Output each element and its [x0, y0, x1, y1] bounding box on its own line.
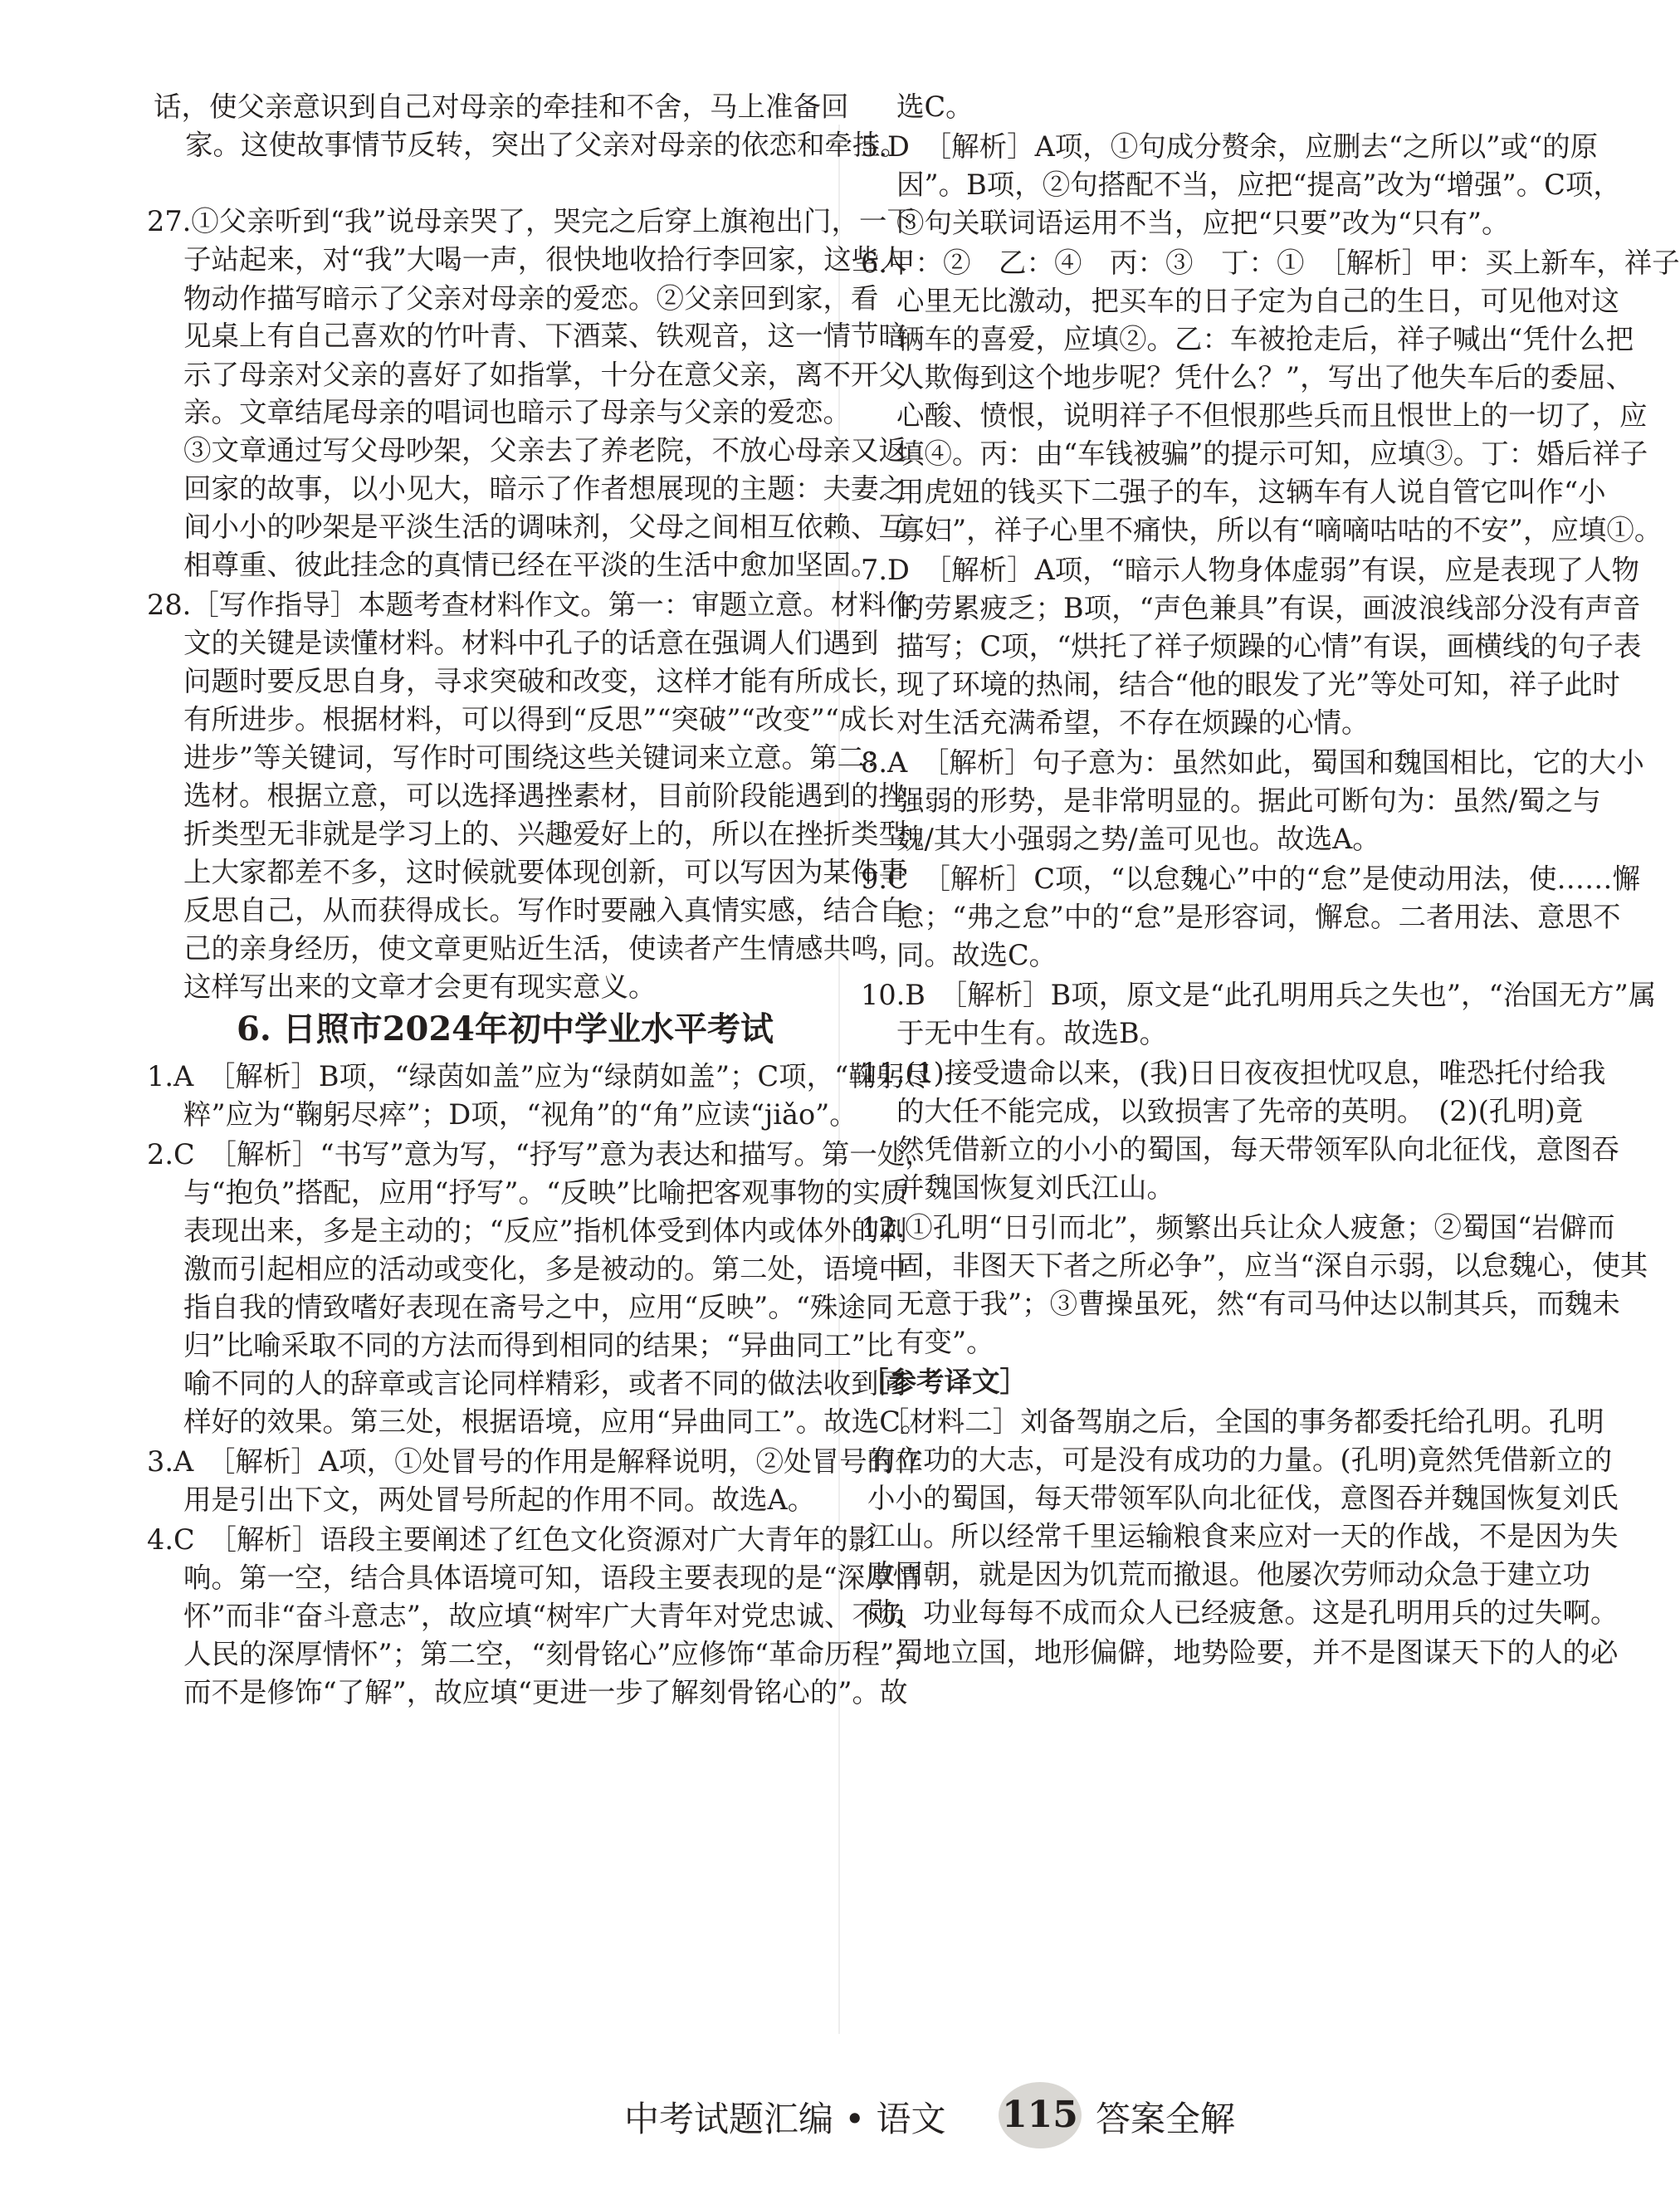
text-line: 6.甲：② 乙：④ 丙：③ 丁：① ［解析］甲：买上新车，祥子: [861, 247, 1680, 279]
text-line: 因”。B项，②句搭配不当，应把“提高”改为“增强”。C项，: [896, 169, 1621, 201]
text-line: 27.①父亲听到“我”说母亲哭了，哭完之后穿上旗袍出门，一下: [147, 205, 916, 237]
text-line: 反思自己，从而获得成长。写作时要融入真情实感，结合自: [183, 894, 906, 926]
text-line: 然凭借新立的小小的蜀国，每天带领军队向北征伐，意图吞: [896, 1133, 1619, 1166]
text-line: 8.A ［解析］句子意为：虽然如此，蜀国和魏国相比，它的大小: [861, 746, 1644, 779]
text-line: ③文章通过写父母吵架，父亲去了养老院，不放心母亲又返: [183, 434, 906, 467]
text-line: 心酸、愤恨，说明祥子不但恨那些兵而且恨世上的一切了，应: [896, 399, 1648, 432]
text-line: 样好的效果。第三处，根据语境，应用“异曲同工”。故选C。: [183, 1405, 929, 1438]
text-line: 于无中生有。故选B。: [896, 1017, 1168, 1049]
text-line: 蜀地立国，地形偏僻，地势险要，并不是图谋天下的人的必: [867, 1636, 1619, 1669]
text-line: 1.A ［解析］B项，“绿茵如盖”应为“绿荫如盖”；C项，“鞠躬尽: [147, 1060, 932, 1092]
text-line: 己的亲身经历，使文章更贴近生活，使读者产生情感共鸣，: [183, 932, 906, 965]
text-line: 小小的蜀国，每天带领军队向北征伐，意图吞并魏国恢复刘氏: [867, 1482, 1619, 1514]
text-line: 人欺侮到这个地步呢？凭什么？”，写出了他失车后的委屈、: [896, 361, 1634, 393]
text-line: 家。这使故事情节反转，突出了父亲对母亲的依恋和牵挂。: [185, 129, 908, 161]
translation-label: ［参考译文］: [861, 1366, 1028, 1398]
text-line: 上大家都差不多，这时候就要体现创新，可以写因为某件事: [183, 856, 906, 888]
text-line: 响。第一空，结合具体语境可知，语段主要表现的是“深厚情: [183, 1562, 921, 1594]
text-line: 有所进步。根据材料，可以得到“反思”“突破”“改变”“成长: [183, 703, 895, 736]
text-line: 示了母亲对父亲的喜好了如指掌，十分在意父亲，离不开父: [183, 359, 906, 391]
text-line: 选C。: [896, 90, 974, 123]
text-line: 间小小的吵架是平淡生活的调味剂，父母之间相互依赖、互: [183, 511, 906, 543]
text-line: 12.①孔明“日引而北”，频繁出兵让众人疲惫；②蜀国“岩僻而: [861, 1211, 1615, 1244]
text-line: 指自我的情致嗜好表现在斋号之中，应用“反映”。“殊途同: [183, 1291, 894, 1323]
text-line: 5.D ［解析］A项，①句成分赘余，应删去“之所以”或“的原: [861, 130, 1599, 163]
text-line: 物动作描写暗示了父亲对母亲的爱恋。②父亲回到家，看: [183, 282, 879, 315]
text-line: 用虎妞的钱买下二强子的车，这辆车有人说自管它叫作“小: [896, 476, 1606, 508]
text-line: 并魏国恢复刘氏江山。: [896, 1171, 1175, 1204]
text-line: 有变”。: [896, 1326, 994, 1358]
text-line: 的劳累疲乏；B项，“声色兼具”有误，画波浪线部分没有声音: [896, 592, 1641, 624]
text-line: 喻不同的人的辞章或言论同样精彩，或者不同的做法收到同: [183, 1367, 906, 1400]
text-line: 的大任不能完成，以致损害了先帝的英明。 (2)(孔明)竟: [896, 1095, 1584, 1127]
text-line: 怀”而非“奋斗意志”，故应填“树牢广大青年对党忠诚、不负: [183, 1600, 908, 1632]
text-line: 话，使父亲意识到自己对母亲的牵挂和不舍，马上准备回: [154, 90, 849, 123]
text-line: 魏/其大小强弱之势/盖可见也。故选A。: [896, 823, 1380, 855]
text-line: 而不是修饰“了解”，故应填“更进一步了解刻骨铭心的”。故: [183, 1676, 908, 1708]
text-line: 有立功的大志，可是没有成功的力量。(孔明)竟然凭借新立的: [867, 1444, 1613, 1476]
text-line: 文的关键是读懂材料。材料中孔子的话意在强调人们遇到: [183, 627, 879, 659]
text-line: 对生活充满希望，不存在烦躁的心情。: [896, 706, 1370, 739]
text-line: 9.C ［解析］C项，“以怠魏心”中的“怠”是使动用法，使……懈: [861, 863, 1640, 895]
text-line: 描写；C项，“烘托了祥子烦躁的心情”有误，画横线的句子表: [896, 630, 1642, 662]
text-line: 勋，功业每每不成而众人已经疲惫。这是孔明用兵的过失啊。: [867, 1596, 1619, 1629]
text-line: 无意于我”；③曹操虽死，然“有司马仲达以制其兵，而魏未: [896, 1288, 1620, 1320]
text-line: 子站起来，对“我”大喝一声，很快地收拾行李回家，这些人: [183, 243, 907, 276]
text-line: 江山。所以经常千里运输粮食来应对一天的作战，不是因为失: [867, 1520, 1619, 1552]
text-line: 人民的深厚情怀”；第二空，“刻骨铭心”应修饰“革命历程”，: [183, 1638, 922, 1670]
text-line: 这样写出来的文章才会更有现实意义。: [183, 970, 657, 1003]
text-line: 用是引出下文，两处冒号所起的作用不同。故选A。: [183, 1484, 816, 1516]
text-line: 2.C ［解析］“书写”意为写，“抒写”意为表达和描写。第一处，: [147, 1138, 933, 1171]
text-line: 回家的故事，以小见大，暗示了作者想展现的主题：夫妻之: [183, 472, 906, 505]
text-line: 28.［写作指导］本题考查材料作文。第一：审题立意。材料作: [147, 589, 915, 621]
text-line: 4.C ［解析］语段主要阐述了红色文化资源对广大青年的影: [147, 1523, 877, 1556]
text-line: 11.(1)接受遗命以来，(我)日日夜夜担忧叹息，唯恐托付给我: [861, 1057, 1606, 1089]
text-line: 折类型无非就是学习上的、兴趣爱好上的，所以在挫折类型: [183, 818, 906, 850]
text-line: ［材料二］刘备驾崩之后，全国的事务都委托给孔明。孔明: [867, 1405, 1604, 1438]
text-line: 现了环境的热闹，结合“他的眼发了光”等处可知，祥子此时: [896, 668, 1620, 701]
text-line: 激而引起相应的活动或变化，多是被动的。第二处，语境中: [183, 1253, 906, 1285]
text-line: 填④。丙：由“车钱被骗”的提示可知，应填③。丁：婚后祥子: [896, 437, 1648, 470]
text-line: 寡妇”，祥子心里不痛快，所以有“嘀嘀咕咕的不安”，应填①。: [896, 514, 1663, 546]
text-line: 归”比喻采取不同的方法而得到相同的结果；“异曲同工”比: [183, 1329, 894, 1361]
text-line: 败回朝，就是因为饥荒而撤退。他屡次劳师动众急于建立功: [867, 1558, 1590, 1591]
text-line: 亲。文章结尾母亲的唱词也暗示了母亲与父亲的爱恋。: [183, 396, 851, 428]
footer-book-title: 中考试题汇编 • 语文: [624, 2099, 946, 2139]
text-line: 强弱的形势，是非常明显的。据此可断句为：虽然/蜀之与: [896, 785, 1601, 817]
text-line: 粹”应为“鞠躬尽瘁”；D项，“视角”的“角”应读“jiǎo”。: [183, 1098, 857, 1131]
text-line: 3.A ［解析］A项，①处冒号的作用是解释说明，②处冒号的作: [147, 1445, 923, 1478]
text-line: 7.D ［解析］A项，“暗示人物身体虚弱”有误，应是表现了人物: [861, 554, 1640, 586]
page-number: 115: [999, 2082, 1082, 2148]
text-line: 10.B ［解析］B项，原文是“此孔明用兵之失也”，“治国无方”属: [861, 979, 1657, 1011]
text-line: 相尊重、彼此挂念的真情已经在平淡的生活中愈加坚固。: [183, 549, 879, 581]
text-line: 选材。根据立意，可以选择遇挫素材，目前阶段能遇到的挫: [183, 780, 906, 812]
text-line: 问题时要反思自身，寻求突破和改变，这样才能有所成长，: [183, 665, 906, 697]
text-line: 固，非图天下者之所必争”，应当“深自示弱，以怠魏心，使其: [896, 1249, 1648, 1282]
footer-section-name: 答案全解: [1096, 2099, 1236, 2139]
text-line: 表现出来，多是主动的；“反应”指机体受到体内或体外的刺: [183, 1215, 907, 1247]
section-heading: 6. 日照市2024年初中学业水平考试: [237, 1009, 774, 1049]
text-line: 见桌上有自己喜欢的竹叶青、下酒菜、铁观音，这一情节暗: [183, 320, 906, 352]
text-line: 同。故选C。: [896, 939, 1057, 971]
text-line: 辆车的喜爱，应填②。乙：车被抢走后，祥子喊出“凭什么把: [896, 323, 1634, 355]
text-line: 心里无比激动，把买车的日子定为自己的生日，可见他对这: [896, 285, 1619, 317]
text-line: 怠；“弗之怠”中的“怠”是形容词，懈怠。二者用法、意思不: [896, 901, 1621, 933]
text-line: 与“抱负”搭配，应用“抒写”。“反映”比喻把客观事物的实质: [183, 1176, 909, 1209]
text-line: 进步”等关键词，写作时可围绕这些关键词来立意。第二：: [183, 741, 893, 774]
text-line: ③句关联词语运用不当，应把“只要”改为“只有”。: [896, 207, 1510, 239]
